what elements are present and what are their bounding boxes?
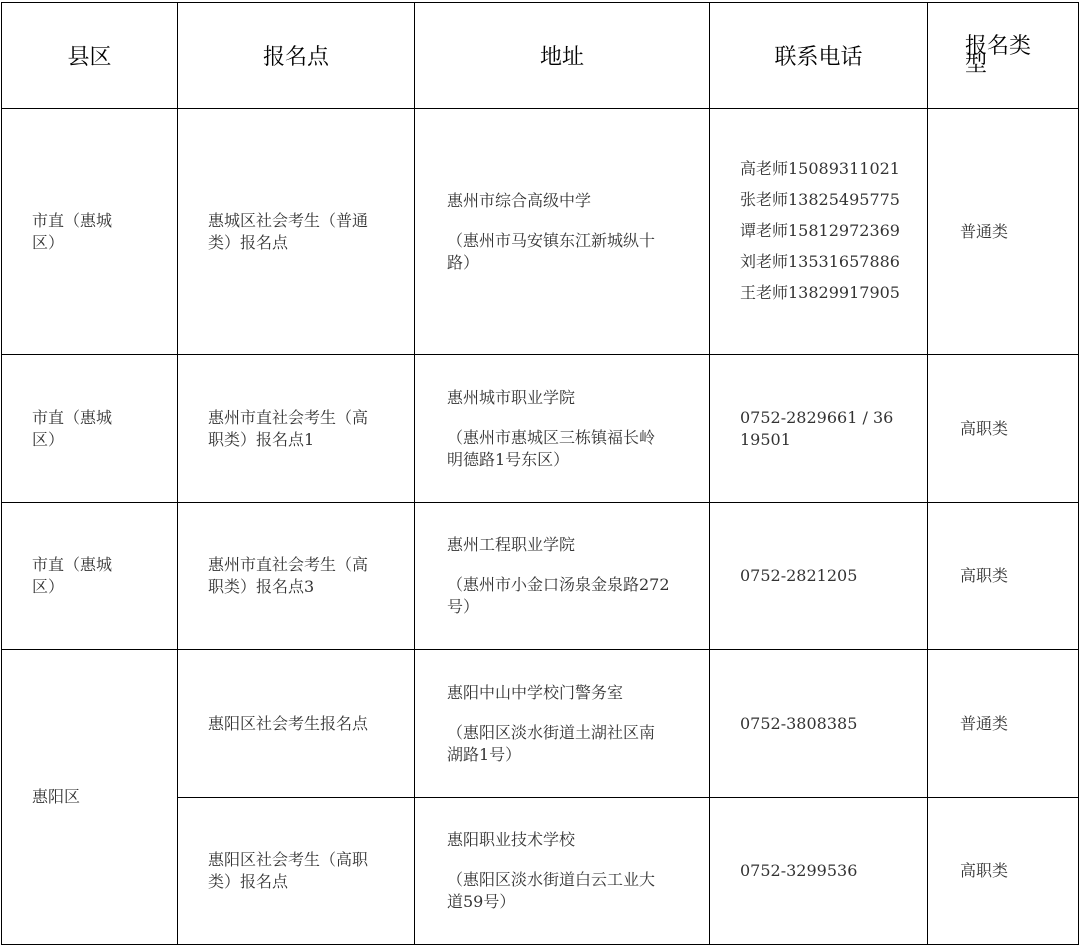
type-cell: 高职类 [928, 355, 1079, 503]
phone-entry: 谭老师15812972369 [740, 221, 900, 240]
table-row [2, 650, 1079, 798]
header-type [928, 3, 1079, 109]
address-detail: （惠州市小金口汤泉金泉路272号） [447, 575, 670, 616]
header-county: 县区 [2, 3, 178, 109]
county-text: 市直（惠城区） [32, 407, 113, 449]
address-cell [415, 650, 710, 798]
point-text: 惠阳区社会考生报名点 [208, 713, 369, 733]
phone-entry: 高老师15089311021 [740, 159, 900, 178]
point-text: 惠州市直社会考生（高职类）报名点1 [208, 407, 369, 449]
county-cell [2, 109, 178, 355]
header-phone: 联系电话 [710, 3, 928, 109]
point-cell [178, 109, 415, 355]
phone-cell: 0752-2821205 [710, 503, 928, 650]
table-row [2, 355, 1079, 503]
phone-text: 0752-2829661 / 3619501 [740, 407, 894, 449]
address-name: 惠州工程职业学院 [447, 535, 576, 554]
county-text: 市直（惠城区） [32, 210, 113, 252]
address-detail: （惠阳区淡水街道白云工业大道59号） [447, 870, 656, 911]
table-row [2, 109, 1079, 355]
phone-cell: 0752-3808385 [710, 650, 928, 798]
point-cell [178, 650, 415, 798]
county-text: 市直（惠城区） [32, 555, 113, 596]
county-cell [2, 650, 178, 945]
address-detail: （惠州市惠城区三栋镇福长岭明德路1号东区） [447, 427, 656, 469]
type-cell: 高职类 [928, 503, 1079, 650]
address-name: 惠州城市职业学院 [447, 387, 576, 407]
point-text: 惠城区社会考生（普通类）报名点 [208, 210, 369, 252]
address-name: 惠阳职业技术学校 [447, 830, 576, 849]
phone-cell: 0752-3299536 [710, 798, 928, 945]
address-cell [415, 109, 710, 355]
table-row [2, 503, 1079, 650]
address-detail: （惠州市马安镇东江新城纵十路） [447, 230, 656, 272]
point-cell [178, 503, 415, 650]
county-text: 惠阳区 [32, 787, 81, 806]
phone-cell [710, 355, 928, 503]
phone-cell [710, 109, 928, 355]
phone-entry: 刘老师13531657886 [740, 252, 900, 271]
address-name: 惠州市综合高级中学 [447, 190, 592, 210]
header-address: 地址 [415, 3, 710, 109]
type-cell: 高职类 [928, 798, 1079, 945]
address-name: 惠阳中山中学校门警务室 [447, 682, 624, 702]
phone-entry: 张老师13825495775 [740, 190, 900, 209]
registration-table [1, 2, 1079, 945]
point-cell [178, 355, 415, 503]
type-cell: 普通类 [928, 650, 1079, 798]
address-cell [415, 798, 710, 945]
point-text: 惠州市直社会考生（高职类）报名点3 [208, 555, 369, 596]
point-cell [178, 798, 415, 945]
phone-entry: 王老师13829917905 [740, 283, 900, 302]
phone-list [740, 158, 917, 304]
header-point: 报名点 [178, 3, 415, 109]
header-row [2, 3, 1079, 109]
address-detail: （惠阳区淡水街道土湖社区南湖路1号） [447, 722, 656, 764]
type-cell: 普通类 [928, 109, 1079, 355]
county-cell [2, 503, 178, 650]
county-cell [2, 355, 178, 503]
header-type-label: 报名类型 [965, 33, 1032, 77]
address-cell [415, 355, 710, 503]
address-cell [415, 503, 710, 650]
point-text: 惠阳区社会考生（高职类）报名点 [208, 850, 369, 891]
